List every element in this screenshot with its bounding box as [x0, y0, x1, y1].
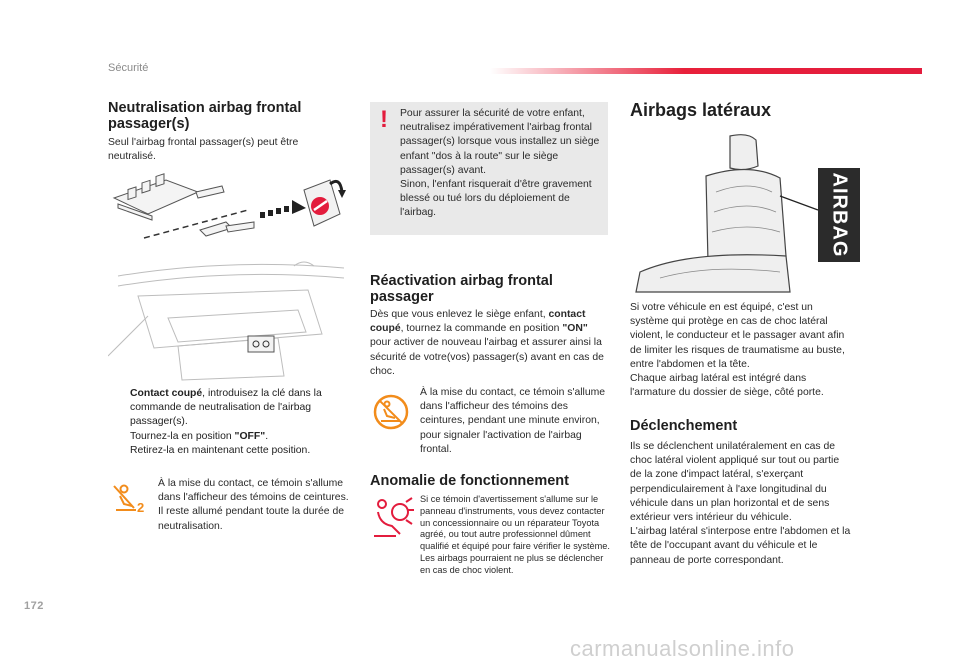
page-number: 172	[24, 600, 44, 612]
section-label: Sécurité	[108, 62, 149, 74]
steps-list	[108, 387, 348, 458]
neutralisation-title: Neutralisation airbag frontal passager(s)	[108, 100, 302, 132]
key-switch-illustration	[108, 170, 350, 250]
side-airbags-title: Airbags latéraux	[630, 100, 772, 120]
airbag-off-lamp-icon	[112, 484, 148, 514]
dashboard-illustration	[108, 256, 350, 382]
child-seat-warning-box	[370, 102, 608, 235]
airbag-fault-icon	[370, 496, 414, 538]
side-airbags-description: Si votre véhicule en est équipé, c'est un système qui protège en cas de choc latéral violent, le conducteur et le passager avant afin de limiter les risques de traumatisme au buste, entre l'abdomen et la tête. Chaque airbag latéral est intégré dans l'armature du dossier de siège, côté porte.	[630, 302, 845, 399]
lamp-icon-label: 2	[137, 500, 145, 514]
list-item: Tournez-la en position "OFF".	[130, 430, 269, 442]
neutralisation-lamp-text: À la mise du contact, ce témoin s'allume dans l'afficheur des témoins de ceintures. Il reste allumé pendant toute la durée de neutralisation.	[158, 478, 349, 532]
warning-text: Pour assurer la sécurité de votre enfant, neutralisez impérativement l'airbag frontal passager(s) lorsque vous installez un siège enfant "dos à la route" sur le siège passager(s) avant. Sinon, l'enfant risquerait d'être gravement blessé ou tué lors du déploiement de l'airbag.	[400, 108, 600, 219]
reactivation-title: Réactivation airbag frontal passager	[370, 273, 553, 305]
list-item: Retirez-la en maintenant cette position.	[130, 444, 311, 456]
deployment-title: Déclenchement	[630, 418, 738, 434]
reactivation-text: Dès que vous enlevez le siège enfant, contact coupé, tournez la commande en position "ON" pour activer de nouveau l'airbag et assurer ainsi la sécurité de votre(vos) passager(s) avant en cas de choc.	[370, 309, 604, 377]
list-item: Contact coupé, introduisez la clé dans la commande de neutralisation de l'airbag passager(s).	[130, 388, 322, 428]
warning-icon: !	[380, 106, 388, 133]
anomaly-text: Si ce témoin d'avertissement s'allume sur le panneau d'instruments, vous devez contacter un concessionnaire ou un réparateur Toyota agréé, ou tout autre professionnel dûment qualifié et équipé pour faire vérifier le système. Les airbags pourraient ne plus se déclencher en cas de choc violent.	[420, 494, 610, 575]
deployment-text: Ils se déclenchent unilatéralement en cas de choc latéral violent appliqué sur tout ou partie de la zone d'impact latéral, s'exerçant perpendiculairement à l'axe longitudinal du véhicule dans un plan horizontal et de sens extérieur vers intérieur du véhicule. L'airbag latéral s'interpose entre l'abdomen et la tête de l'occupant avant du véhicule et le panneau de porte correspondant.	[630, 441, 851, 566]
reactivation-lamp-text: À la mise du contact, ce témoin s'allume dans l'afficheur des témoins des ceintures, pendant une minute environ, pour signaler l'activation de l'airbag frontal.	[420, 387, 606, 455]
watermark: carmanualsonline.info	[570, 636, 795, 661]
header-accent-bar	[490, 68, 922, 74]
seat-illustration	[630, 132, 820, 294]
anomaly-title: Anomalie de fonctionnement	[370, 473, 569, 489]
airbag-label-tag: AIRBAG	[818, 168, 860, 262]
airbag-on-lamp-icon	[372, 393, 410, 431]
neutralisation-intro: Seul l'airbag frontal passager(s) peut être neutralisé.	[108, 137, 299, 163]
